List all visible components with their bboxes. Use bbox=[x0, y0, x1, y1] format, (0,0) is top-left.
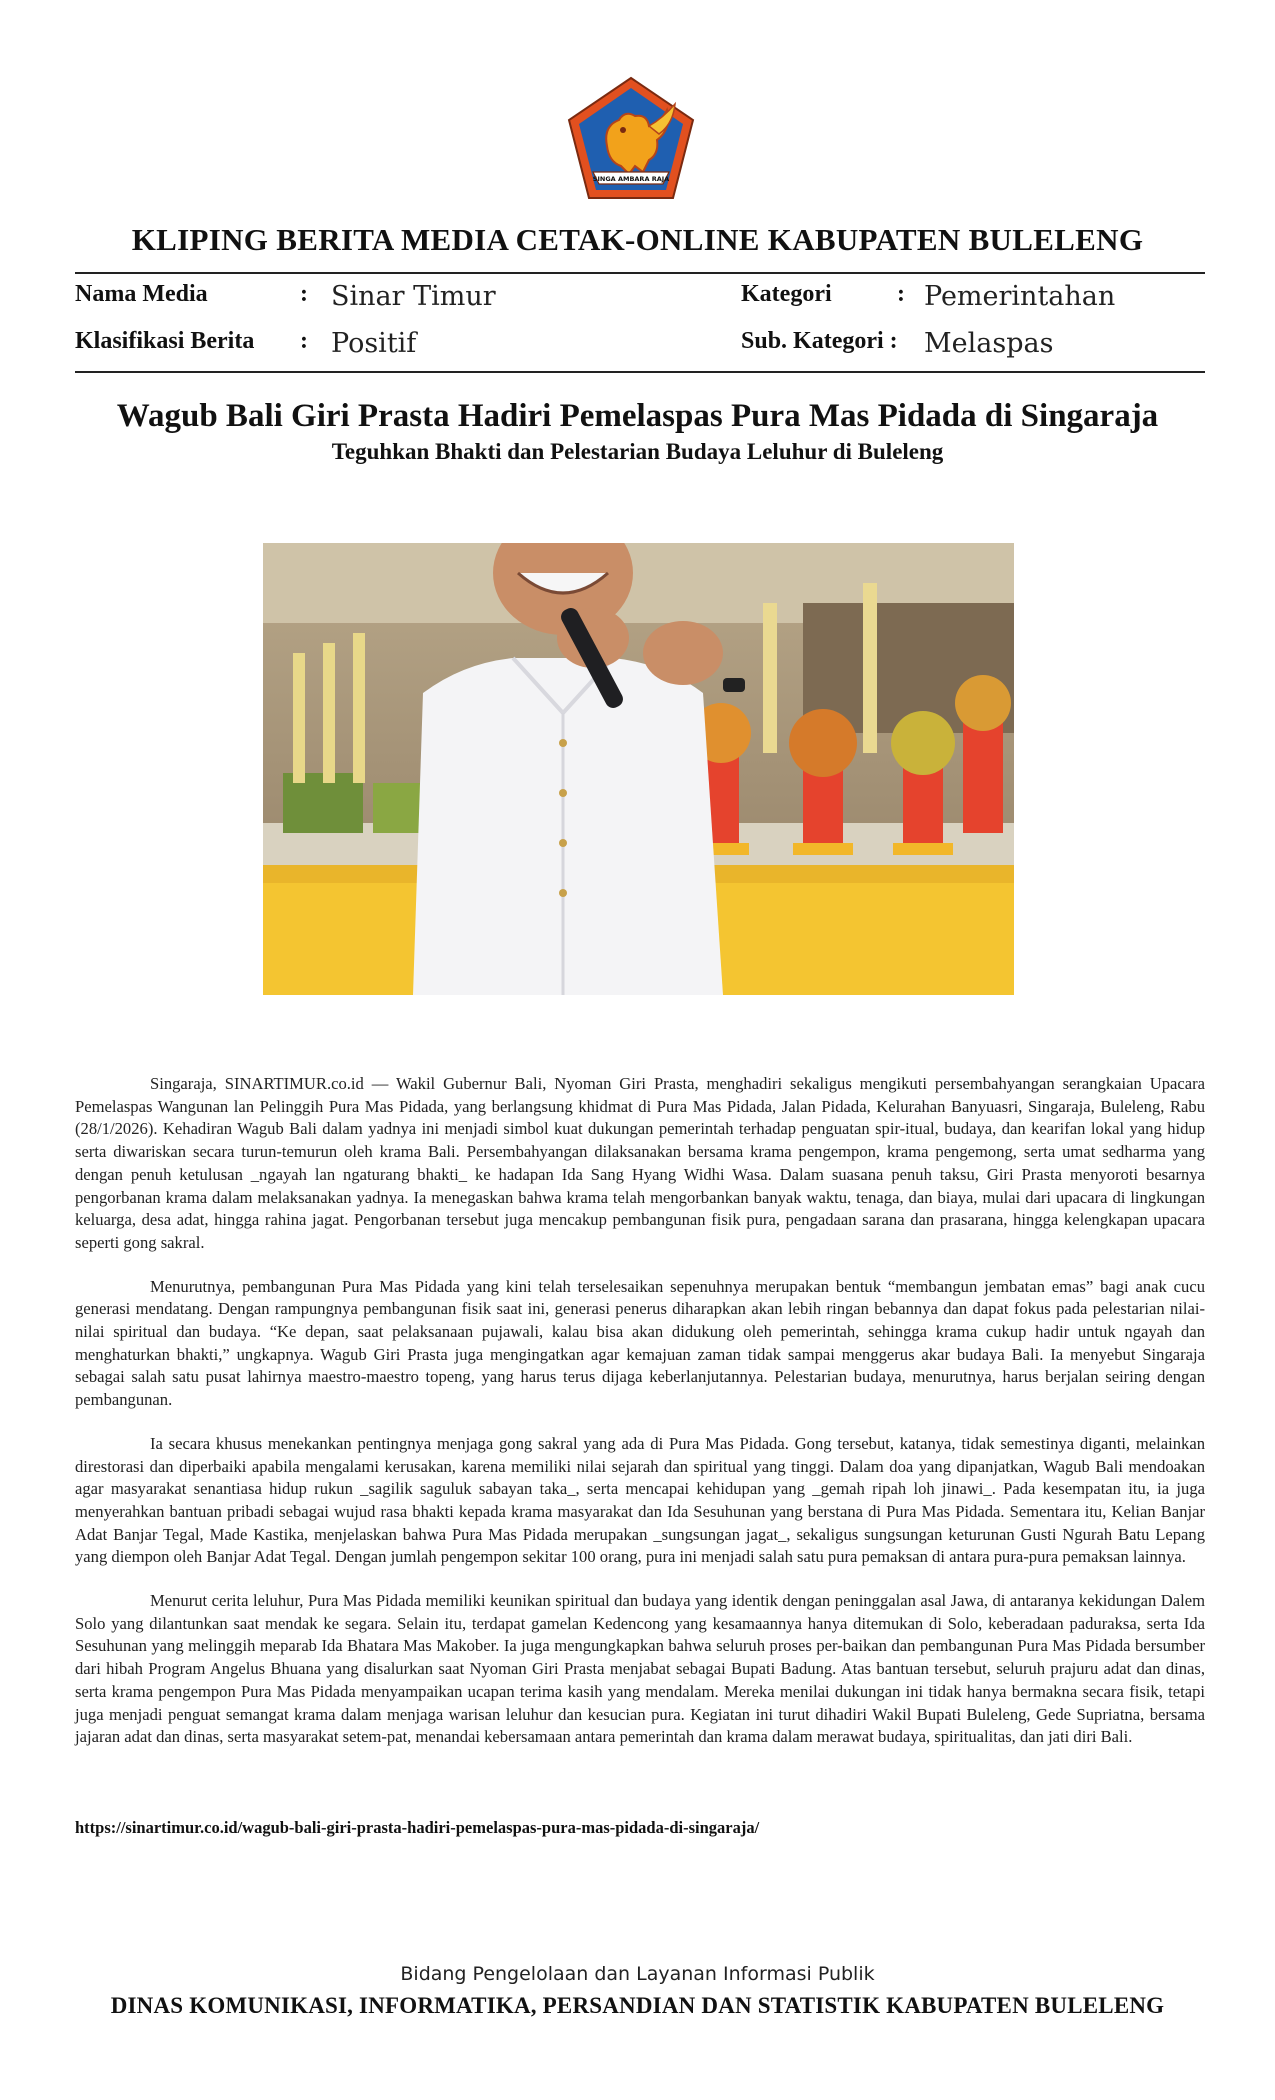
source-url-link[interactable]: https://sinartimur.co.id/wagub-bali-giri-prasta-hadiri-pemelaspas-pura-mas-pidada-di-singaraja/ bbox=[75, 1818, 760, 1837]
footer-division: Bidang Pengelolaan dan Layanan Informasi Publik bbox=[400, 1963, 875, 1985]
subkategori-label: Sub. Kategori : bbox=[741, 328, 898, 354]
article-paragraph-2: Menurutnya, pembangunan Pura Mas Pidada yang kini telah terselesaikan sepenuhnya merupakan bentuk “membangun jembatan emas” bagi anak cucu generasi mendatang. Dengan rampungnya pembangunan fisik saat ini, generasi penerus diharapkan akan lebih ringan bebannya dan dapat fokus pada pelestarian nilai-nilai spiritual dan budaya. “Ke depan, saat pelaksanaan pujawali, kalau bisa akan didukung oleh pemerintah, sehingga krama cukup hadir untuk ngayah dan menghaturkan bhakti,” ungkapnya. Wagub Giri Prasta juga mengingatkan agar kemajuan zaman tidak sampai menggerus akar budaya Bali. Ia menyebut Singaraja sebagai salah satu pusat lahirnya maestro-maestro topeng, yang harus terus dijaga keberlanjutannya. Pelestarian budaya, menurutnya, harus berjalan seiring dengan pembangunan. bbox=[75, 1276, 1205, 1410]
footer-agency: DINAS KOMUNIKASI, INFORMATIKA, PERSANDIAN DAN STATISTIK KABUPATEN BULELENG bbox=[110, 1993, 1165, 2018]
media-label: Nama Media bbox=[75, 281, 208, 307]
header-divider-bottom bbox=[75, 371, 1205, 373]
article-paragraph-3: Ia secara khusus menekankan pentingnya menjaga gong sakral yang ada di Pura Mas Pidada. Gong tersebut, katanya, tidak semestinya diganti, melainkan direstorasi dan diperbaiki apabila mengalami kerusakan, karena memiliki nilai sejarah dan spiritual yang tinggi. Dalam doa yang dipanjatkan, Wagub Bali mendoakan agar masyarakat senantiasa hidup rukun _sagilik saguluk sabayan taka_, serta mencapai kehidupan yang _gemah ripah loh jinawi_. Pada kesempatan itu, ia juga menyerahkan bantuan pribadi sebagai wujud rasa bhakti kepada krama masyarakat dan Ida Sesuhunan yang berstana di Pura Mas Pidada. Sementara itu, Kelian Banjar Adat Banjar Tegal, Made Kastika, menjelaskan bahwa Pura Mas Pidada merupakan _sungsungan jagat_, sekaligus sungsungan keturunan Gusti Ngurah Batu Lepang yang diempon oleh Banjar Adat Tegal. Dengan jumlah pengempon sekitar 100 orang, pura ini menjadi salah satu pura pemaksan di antara pura-pura pemaksan lainnya. bbox=[75, 1433, 1205, 1567]
kategori-colon: : bbox=[897, 281, 905, 307]
article-body bbox=[75, 1073, 1205, 1770]
kategori-value: Pemerintahan bbox=[924, 281, 1116, 312]
klasifikasi-value: Positif bbox=[331, 328, 417, 359]
emblem-svg bbox=[563, 74, 699, 202]
subkategori-value: Melaspas bbox=[924, 328, 1054, 359]
page-title: KLIPING BERITA MEDIA CETAK-ONLINE KABUPATEN BULELENG bbox=[131, 222, 1144, 257]
media-value: Sinar Timur bbox=[331, 281, 496, 312]
article-subheadline: Teguhkan Bhakti dan Pelestarian Budaya Leluhur di Buleleng bbox=[331, 439, 944, 464]
klasifikasi-colon: : bbox=[300, 328, 308, 354]
kategori-label: Kategori bbox=[741, 281, 832, 307]
header-divider-top bbox=[75, 272, 1205, 274]
klasifikasi-label: Klasifikasi Berita bbox=[75, 328, 255, 354]
article-photo bbox=[263, 543, 1014, 995]
emblem-ribbon-text: SINGA AMBARA RAJA bbox=[592, 175, 670, 183]
article-photo-image bbox=[263, 543, 1014, 995]
buleleng-emblem-logo bbox=[563, 74, 699, 202]
article-paragraph-1: Singaraja, SINARTIMUR.co.id — Wakil Gubernur Bali, Nyoman Giri Prasta, menghadiri sekaligus mengikuti persembahyangan serangkaian Upacara Pemelaspas Wangunan lan Pelinggih Pura Mas Pidada, yang berlangsung khidmat di Pura Mas Pidada, Jalan Pidada, Kelurahan Banyuasri, Singaraja, Buleleng, Rabu (28/1/2026). Kehadiran Wagub Bali dalam yadnya ini menjadi simbol kuat dukungan pemerintah terhadap penguatan spir-itual, budaya, dan kearifan lokal yang hidup serta diwariskan secara turun-temurun oleh krama Bali. Persembahyangan dilaksanakan bersama krama pengempon, krama pengemong, serta umat sedharma yang dengan penuh ketulusan _ngayah lan ngaturang bhakti_ ke hadapan Ida Sang Hyang Widhi Wasa. Dalam suasana penuh taksu, Giri Prasta menyoroti besarnya pengorbanan krama dalam melaksanakan yadnya. Ia menegaskan bahwa krama telah mengorbankan banyak waktu, tenaga, dan biaya, mulai dari upacara di lingkungan keluarga, desa adat, hingga rahina jagat. Pengorbanan tersebut juga mencakup pembangunan fisik pura, pengadaan sarana dan prasarana, hingga kelengkapan upacara seperti gong sakral. bbox=[75, 1074, 1205, 1252]
article-headline: Wagub Bali Giri Prasta Hadiri Pemelaspas Pura Mas Pidada di Singaraja bbox=[116, 398, 1159, 434]
media-colon: : bbox=[300, 281, 308, 307]
article-paragraph-4: Menurut cerita leluhur, Pura Mas Pidada memiliki keunikan spiritual dan budaya yang identik dengan peninggalan asal Jawa, di antaranya kekidungan Dalem Solo yang dilantunkan saat mendak ke segara. Selain itu, terdapat gamelan Kedencong yang kesamaannya hanya ditemukan di Solo, keberadaan paduraksa, serta Ida Sesuhunan yang melinggih meparab Ida Bhatara Mas Makober. Ia juga mengungkapkan bahwa seluruh proses per-baikan dan pembangunan Pura Mas Pidada bersumber dari hibah Program Angelus Bhuana yang disalurkan saat Nyoman Giri Prasta menjabat sebagai Bupati Badung. Atas bantuan tersebut, seluruh prajuru adat dan dinas, serta krama pengempon Pura Mas Pidada menyampaikan ucapan terima kasih yang mendalam. Mereka menilai dukungan ini tidak hanya bermakna secara fisik, tetapi juga menjadi penguat semangat krama dalam menjaga warisan leluhur dan kesucian pura. Kegiatan ini turut dihadiri Wakil Bupati Buleleng, Gede Supriatna, bersama jajaran adat dan dinas, serta masyarakat setem-pat, menandai kebersamaan antara pemerintah dan krama dalam merawat budaya, spiritualitas, dan jati diri Bali. bbox=[75, 1591, 1205, 1747]
